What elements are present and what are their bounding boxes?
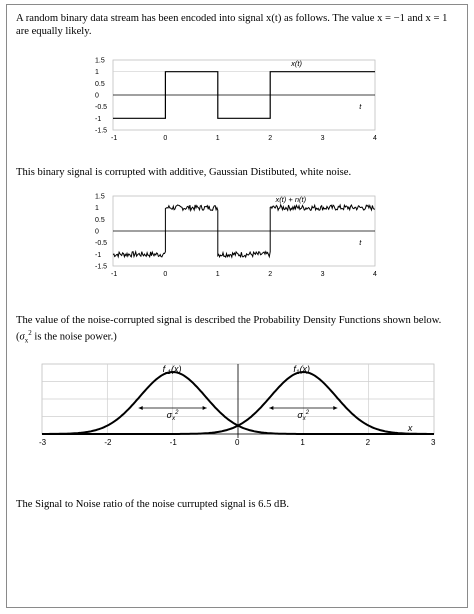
y-tick-label: 0.5 — [95, 80, 105, 88]
y-tick-label: 1 — [95, 205, 99, 213]
pdf-label-f-minus1: $f_{-1}(x)$ — [162, 364, 182, 376]
x-tick-label: 1 — [215, 271, 220, 278]
x-tick-label: 4 — [373, 271, 377, 278]
x-tick-label: 1 — [300, 438, 305, 447]
y-tick-label: 0.5 — [95, 216, 105, 224]
pdf-label-f-plus1: $f_1(x)$ — [293, 364, 310, 376]
sigma-annotation-right: $\sigma_x^2$ — [297, 410, 310, 422]
x-tick-label: 2 — [268, 135, 273, 142]
x-tick-label: 2 — [365, 438, 371, 447]
chart1-t-label: t — [359, 102, 362, 111]
x-tick-label: -1 — [111, 271, 118, 278]
x-tick-label: 3 — [320, 271, 325, 278]
x-tick-label: -2 — [104, 438, 112, 447]
x-tick-label: -1 — [169, 438, 177, 447]
x-tick-label: 4 — [373, 135, 377, 142]
chart2-t-label: t — [359, 238, 362, 247]
y-tick-label: -1.5 — [95, 263, 108, 271]
y-tick-label: 1.5 — [95, 193, 105, 201]
x-tick-label: 2 — [268, 271, 273, 278]
signal-xt-chart — [80, 58, 390, 154]
x-tick-label: 3 — [320, 135, 325, 142]
x-tick-label: -1 — [111, 135, 118, 142]
y-tick-label: 1.5 — [95, 57, 105, 65]
intro-paragraph: A random binary data stream has been encoded into signal x(t) as follows. The value x = −1 and x = 1 are equally likely. — [16, 13, 448, 37]
noise-paragraph: This binary signal is corrupted with additive, Gaussian Distibuted, white noise. — [16, 167, 352, 178]
x-tick-label: 1 — [215, 135, 220, 142]
x-tick-label: -3 — [39, 438, 47, 447]
sigma-annotation-left: $\sigma_x^2$ — [166, 410, 179, 422]
noisy-signal-chart — [80, 194, 390, 290]
xt-series-label: x(t) — [291, 58, 303, 68]
chart3-x-label: x — [407, 423, 413, 433]
snr-paragraph: The Signal to Noise ratio of the noise currupted signal is 6.5 dB. — [16, 499, 290, 510]
x-tick-label: 0 — [235, 438, 240, 447]
y-tick-label: -1 — [95, 251, 102, 259]
y-tick-label: -1.5 — [95, 127, 108, 135]
noisy-series-label: x(t) + n(t) — [275, 194, 307, 204]
y-tick-label: 1 — [95, 69, 99, 77]
pdf-chart — [39, 362, 442, 458]
y-tick-label: -0.5 — [95, 104, 108, 112]
y-tick-label: -1 — [95, 115, 102, 123]
pdf-paragraph: The value of the noise-corrupted signal is described the Probability Density Functions shown below. ($\sigma_x^2$ is the noise power.) — [16, 315, 442, 345]
y-tick-label: -0.5 — [95, 240, 108, 248]
x-tick-label: 0 — [163, 135, 168, 142]
x-tick-label: 3 — [431, 438, 436, 447]
y-tick-label: 0 — [95, 228, 99, 236]
x-tick-label: 0 — [163, 271, 168, 278]
y-tick-label: 0 — [95, 92, 99, 100]
